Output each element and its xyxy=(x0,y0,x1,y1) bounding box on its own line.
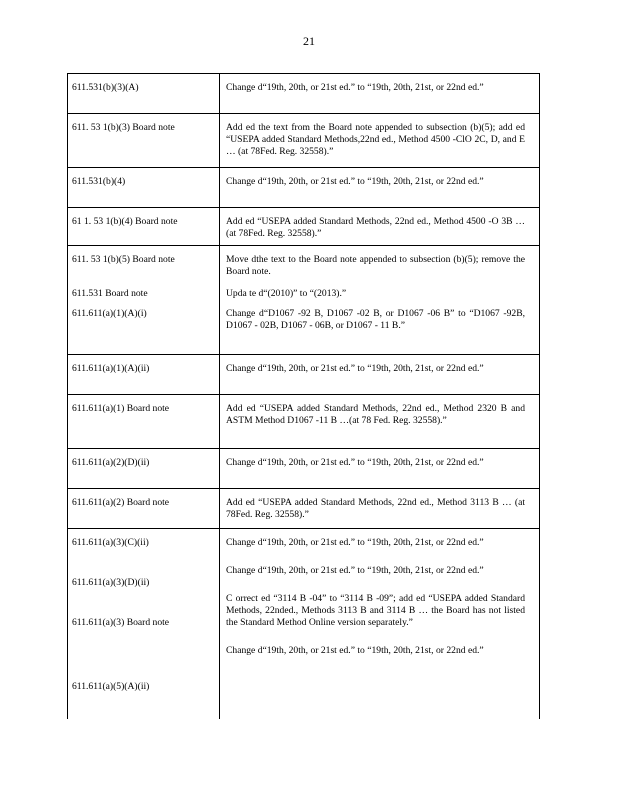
section-cell xyxy=(68,246,220,355)
change-description: Change d“D1067 -92 B, D1067 -02 B, or D1067 -06 B” to “D1067 -92B, D1067 - 02B, D1067 - 06B, or D1067 - 11 B.” xyxy=(226,308,525,331)
section-reference: 611.611(a)(3)(C)(ii) xyxy=(72,537,149,548)
change-cell xyxy=(220,529,540,719)
section-reference: 611.531 Board note xyxy=(72,288,148,299)
change-cell xyxy=(220,168,540,208)
section-reference: 611.611(a)(1)(A)(ii) xyxy=(72,363,150,374)
change-description: C orrect ed “3114 B -04” to “3114 B -09”; add ed “USEPA added Standard Methods, 22nded., Methods 3113 B and 3114 B … the Board has not listed the Standard Method Online version separately.” xyxy=(226,593,525,628)
table-row xyxy=(68,395,540,449)
change-cell xyxy=(220,355,540,395)
section-cell xyxy=(68,168,220,208)
section-reference: 611.611(a)(5)(A)(ii) xyxy=(72,681,150,692)
section-reference: 611. 53 1(b)(5) Board note xyxy=(72,254,175,265)
table-row xyxy=(68,74,540,114)
section-cell xyxy=(68,74,220,114)
section-reference: 611.611(a)(3)(D)(ii) xyxy=(72,577,150,588)
section-cell xyxy=(68,355,220,395)
change-description: Upda te d“(2010)” to “(2013).” xyxy=(226,288,347,299)
change-cell xyxy=(220,246,540,355)
section-reference: 611. 53 1(b)(3) Board note xyxy=(72,122,175,133)
section-cell xyxy=(68,208,220,246)
section-cell xyxy=(68,529,220,719)
change-description: Change d“19th, 20th, or 21st ed.” to “19th, 20th, 21st, or 22nd ed.” xyxy=(226,537,484,548)
amendments-table xyxy=(67,73,540,719)
table-row xyxy=(68,168,540,208)
change-description: Change d“19th, 20th, or 21st ed.” to “19th, 20th, 21st, or 22nd ed.” xyxy=(226,363,484,374)
table-row xyxy=(68,449,540,489)
table-row xyxy=(68,489,540,529)
section-reference: 611.611(a)(1) Board note xyxy=(72,403,170,414)
section-cell xyxy=(68,489,220,529)
section-cell xyxy=(68,114,220,168)
change-cell xyxy=(220,489,540,529)
table-row xyxy=(68,355,540,395)
page-number: 21 xyxy=(303,34,315,48)
change-description: Change d“19th, 20th, or 21st ed.” to “19th, 20th, 21st, or 22nd ed.” xyxy=(226,82,484,93)
change-description: Change d“19th, 20th, or 21st ed.” to “19th, 20th, 21st, or 22nd ed.” xyxy=(226,457,484,468)
table-row xyxy=(68,529,540,719)
change-cell xyxy=(220,208,540,246)
change-cell xyxy=(220,395,540,449)
change-description: Add ed the text from the Board note appended to subsection (b)(5); add ed “USEPA added Standard Methods,22nd ed., Method 4500 -ClO 2C, D, and E … (at 78Fed. Reg. 32558).” xyxy=(226,122,525,157)
section-reference: 611.611(a)(1)(A)(i) xyxy=(72,308,147,319)
change-cell xyxy=(220,74,540,114)
section-reference: 611.531(b)(4) xyxy=(72,176,126,187)
change-description: Change d“19th, 20th, or 21st ed.” to “19th, 20th, 21st, or 22nd ed.” xyxy=(226,645,484,656)
table-row xyxy=(68,246,540,355)
section-cell xyxy=(68,395,220,449)
change-cell xyxy=(220,449,540,489)
change-description: Add ed “USEPA added Standard Methods, 22nd ed., Method 4500 -O 3B … (at 78Fed. Reg. 32558).” xyxy=(226,216,525,239)
section-reference: 611.611(a)(3) Board note xyxy=(72,617,170,628)
change-description: Move dthe text to the Board note appended to subsection (b)(5); remove the Board note. xyxy=(226,254,525,277)
change-description: Add ed “USEPA added Standard Methods, 22nd ed., Method 3113 B … (at 78Fed. Reg. 32558).” xyxy=(226,497,525,520)
table-row xyxy=(68,208,540,246)
change-description: Add ed “USEPA added Standard Methods, 22nd ed., Method 2320 B and ASTM Method D1067 -11 B …(at 78 Fed. Reg. 32558).” xyxy=(226,403,525,426)
section-reference: 611.611(a)(2)(D)(ii) xyxy=(72,457,150,468)
table-row xyxy=(68,114,540,168)
change-description: Change d“19th, 20th, or 21st ed.” to “19th, 20th, 21st, or 22nd ed.” xyxy=(226,176,484,187)
section-reference: 611.611(a)(2) Board note xyxy=(72,497,170,508)
section-cell xyxy=(68,449,220,489)
section-reference: 611.531(b)(3)(A) xyxy=(72,82,139,93)
change-cell xyxy=(220,114,540,168)
change-description: Change d“19th, 20th, or 21st ed.” to “19th, 20th, 21st, or 22nd ed.” xyxy=(226,565,484,576)
section-reference: 61 1. 53 1(b)(4) Board note xyxy=(72,216,178,227)
